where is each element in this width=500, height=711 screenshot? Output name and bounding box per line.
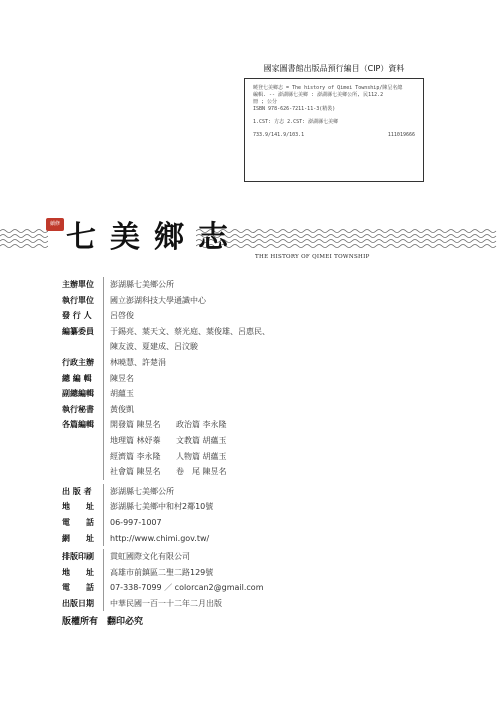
- credit-label: 副總編輯: [62, 389, 94, 399]
- printer-label: 排版印刷: [62, 552, 94, 562]
- category-editor: 社會篇 陳昱名: [110, 467, 161, 477]
- category-editor: 開發篇 陳昱名: [110, 420, 161, 430]
- printer-value: 高雄市前鎮區二聖二路129號: [103, 565, 213, 581]
- category-row: [62, 449, 362, 465]
- cip-subjects: 1.CST: 方志 2.CST: 澎湖縣七美鄉: [253, 119, 339, 125]
- publisher-value: 澎湖縣七美鄉公所: [103, 484, 174, 500]
- credit-label: 執行單位: [62, 295, 94, 305]
- credit-value: 胡蘊玉: [103, 386, 134, 402]
- publisher-row: [62, 531, 362, 547]
- printer-row: [62, 549, 362, 565]
- book-title-english: THE HISTORY OF QIMEI TOWNSHIP: [255, 254, 370, 260]
- category-row: [62, 433, 362, 449]
- cip-record-box: [244, 78, 424, 182]
- publisher-label: 電 話: [62, 517, 94, 527]
- credit-row: [62, 293, 362, 309]
- publisher-label: 地 址: [62, 502, 94, 512]
- printer-value: 貫虹國際文化有限公司: [103, 549, 190, 565]
- credit-label: [62, 339, 100, 355]
- printer-row: [62, 580, 362, 596]
- printer-row: [62, 596, 362, 612]
- category-editor: 人物篇 胡蘊玉: [176, 451, 227, 461]
- credit-label: 編纂委員: [62, 326, 94, 336]
- credit-label: 總 編 輯: [62, 373, 92, 383]
- credit-row: [62, 386, 362, 402]
- printer-row: [62, 565, 362, 581]
- publisher-label: 出 版 者: [62, 486, 92, 496]
- categories-label: 各篇編輯: [62, 420, 94, 430]
- cip-record-id: 111019666: [387, 132, 415, 138]
- credit-label: 執行秘書: [62, 404, 94, 414]
- seal-stamp: 續修: [46, 218, 64, 231]
- credit-row: [62, 324, 362, 340]
- category-editor: 經濟篇 李永隆: [110, 451, 161, 461]
- category-row: [62, 417, 362, 433]
- cip-line: 曉登七美鄉志 = The history of Qimei Township/陳呈名總: [253, 85, 403, 91]
- credit-label: 主辦單位: [62, 280, 94, 289]
- cip-line: 冊 ; 公分: [253, 99, 278, 105]
- category-editor: 卷 尾 陳昱名: [176, 467, 227, 477]
- publisher-row: [62, 515, 362, 531]
- credit-row: [62, 355, 362, 371]
- credit-row: [62, 371, 362, 387]
- printer-label: 電 話: [62, 583, 94, 593]
- credit-value: 黃俊凱: [103, 402, 134, 418]
- credit-row: [62, 402, 362, 418]
- category-editor: 地理篇 林妤蓁: [110, 435, 161, 445]
- credit-value: 陳昱名: [103, 371, 134, 387]
- cip-header: 國家圖書館出版品預行編目（CIP）資料: [263, 64, 405, 73]
- wave-left-icon: [0, 228, 48, 250]
- category-editor: 文教篇 胡蘊玉: [176, 435, 227, 445]
- credit-value: 林曉慧、許楚涓: [103, 355, 166, 371]
- credit-value: 澎湖縣七美鄉公所: [103, 277, 174, 293]
- publisher-row: [62, 499, 362, 515]
- credit-row: [62, 308, 362, 324]
- credit-label: 行政主辦: [62, 357, 94, 367]
- category-editor: 政治篇 李永隆: [176, 420, 227, 430]
- credit-label: 發 行 人: [62, 311, 92, 321]
- publisher-label: 網 址: [62, 533, 94, 543]
- printer-label: 出版日期: [62, 598, 94, 608]
- credit-row: [62, 277, 362, 293]
- publisher-value: 澎湖縣七美鄉中和村2鄰10號: [103, 499, 213, 515]
- credit-value: 呂啓俊: [103, 308, 134, 324]
- cip-line: ISBN 978-626-7211-11-3(精裝): [253, 106, 336, 112]
- cip-classification: 733.9/141.9/103.1: [253, 132, 305, 138]
- credit-value: 于錫亮、葉天文、蔡光庭、葉俊雄、呂惠民、: [103, 324, 270, 340]
- publisher-website: http://www.chimi.gov.tw/: [103, 531, 209, 547]
- credits-list: [62, 277, 362, 611]
- book-title: 七美鄉志: [66, 220, 242, 255]
- printer-value: 中華民國一百一十二年二月出版: [103, 596, 222, 612]
- copyright-notice: 版權所有 翻印必究: [62, 617, 144, 627]
- credit-value: 陳友波、夏建成、呂汶駿: [103, 339, 198, 355]
- printer-value: 07-338-7099 ／ colorcan2@gmail.com: [103, 580, 264, 596]
- publisher-value: 06-997-1007: [103, 515, 162, 531]
- credit-row: [62, 339, 362, 355]
- cip-line: 編輯. -- 澎湖縣七美鄉 : 澎湖縣七美鄉公所, 民112.2: [253, 92, 384, 98]
- category-row: [62, 464, 362, 480]
- publisher-row: [62, 484, 362, 500]
- printer-label: 地 址: [62, 567, 94, 577]
- credit-value: 國立澎湖科技大學通識中心: [103, 293, 206, 309]
